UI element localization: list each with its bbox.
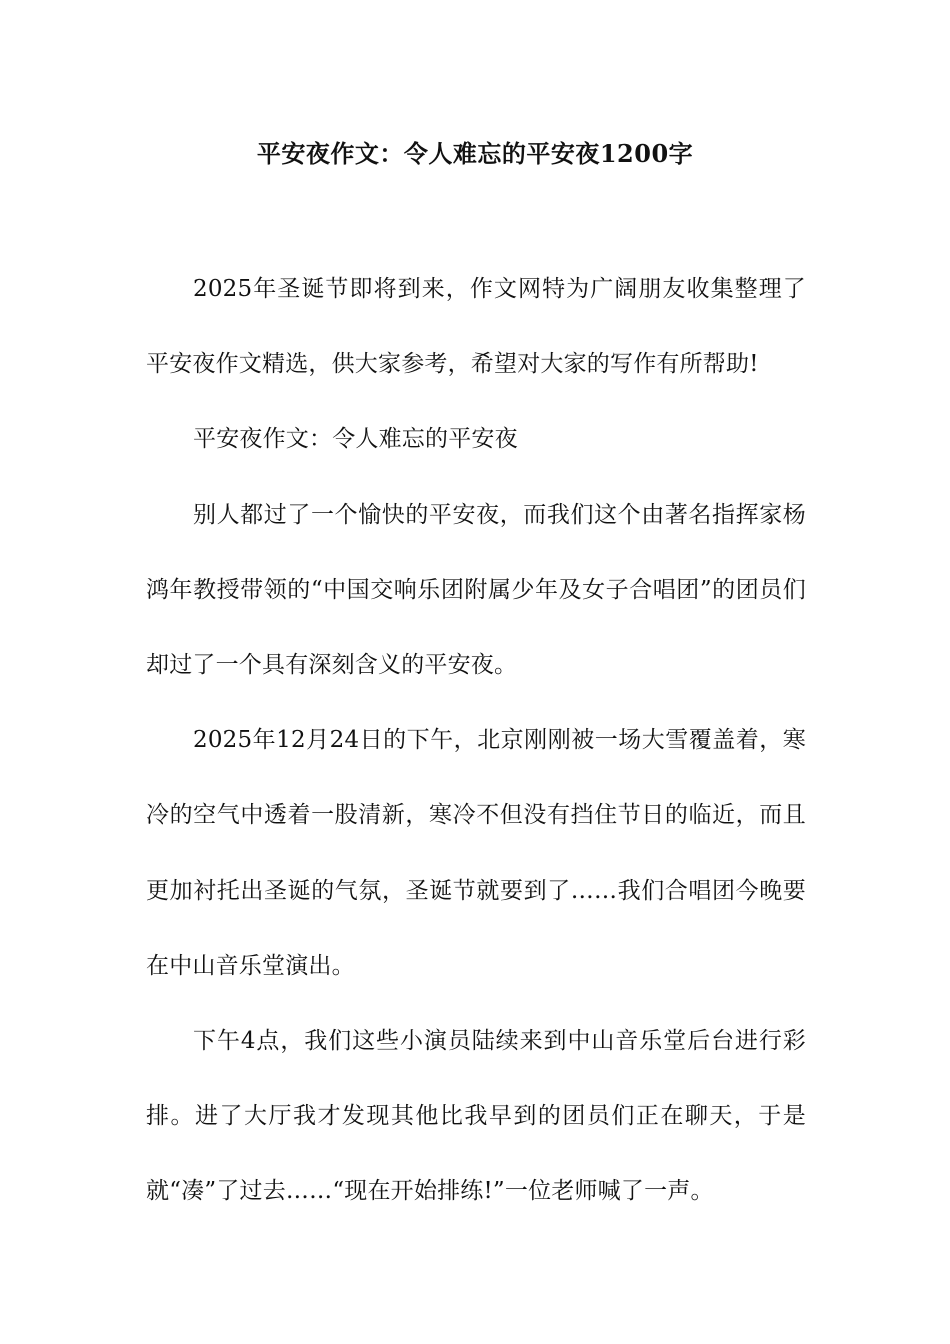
paragraph-subtitle: 平安夜作文：令人难忘的平安夜 <box>193 426 518 453</box>
document-title: 平安夜作文：令人难忘的平安夜1200字 <box>256 139 694 168</box>
document-body <box>146 252 806 1230</box>
paragraph-snow: 2025年12月24日的下午，北京刚刚被一场大雪覆盖着，寒冷的空气中透着一股清新，寒冷不但没有挡住节日的临近，而且更加衬托出圣诞的气氛，圣诞节就要到了……我们合唱团今晚要在中山音乐堂演出。 <box>146 727 806 979</box>
paragraph-choir: 别人都过了一个愉快的平安夜，而我们这个由著名指挥家杨鸿年教授带领的“中国交响乐团附属少年及女子合唱团”的团员们却过了一个具有深刻含义的平安夜。 <box>146 501 806 679</box>
paragraph-intro: 2025年圣诞节即将到来，作文网特为广阔朋友收集整理了平安夜作文精选，供大家参考，希望对大家的写作有所帮助! <box>146 276 806 378</box>
paragraph-rehearsal: 下午4点，我们这些小演员陆续来到中山音乐堂后台进行彩排。进了大厅我才发现其他比我早到的团员们正在聊天，于是就“凑”了过去……“现在开始排练!”一位老师喊了一声。 <box>146 1028 806 1205</box>
